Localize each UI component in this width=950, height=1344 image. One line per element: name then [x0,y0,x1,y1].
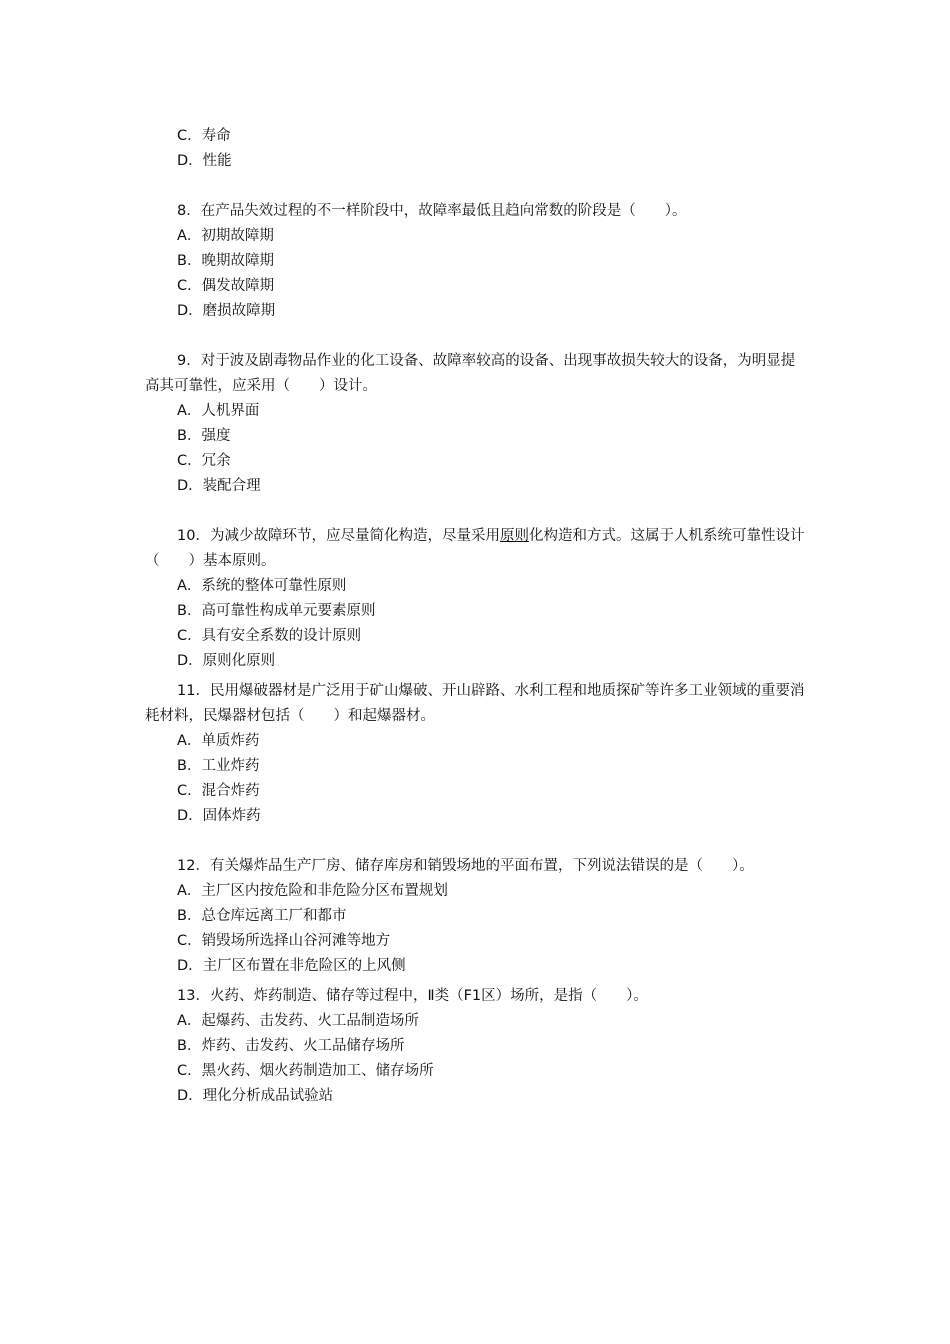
option-b: B．高可靠性构成单元要素原则 [177,603,376,619]
question-stem: 9．对于波及剧毒物品作业的化工设备、故障率较高的设备、出现事故损失较大的设备，为明显提高其可靠性，应采用（ ）设计。 [145,353,796,394]
option-d: D．理化分析成品试验站 [177,1088,334,1104]
option-a: A．人机界面 [177,403,260,419]
option-c: C．具有安全系数的设计原则 [177,628,362,644]
option-c: C．混合炸药 [177,783,260,799]
question-stem: 12．有关爆炸品生产厂房、储存库房和销毁场地的平面布置，下列说法错误的是（ ）。 [177,858,754,874]
option-b: B．晚期故障期 [177,253,274,269]
option-d: D．磨损故障期 [177,303,276,319]
option-c: C．销毁场所选择山谷河滩等地方 [177,933,391,949]
question-stem: 11．民用爆破器材是广泛用于矿山爆破、开山辟路、水利工程和地质探矿等许多工业领域的重要消耗材料，民爆器材包括（ ）和起爆器材。 [145,683,805,724]
option-d: D．主厂区布置在非危险区的上风侧 [177,958,406,974]
question-stem: 8．在产品失效过程的不一样阶段中，故障率最低且趋向常数的阶段是（ ）。 [177,203,687,219]
option-b: B．炸药、击发药、火工品储存场所 [177,1038,405,1054]
option-c: C．冗余 [177,453,231,469]
option-b: B．总仓库远离工厂和都市 [177,908,347,924]
question-stem: 10．为减少故障环节，应尽量简化构造，尽量采用原则化构造和方式。这属于人机系统可靠性设计（ ）基本原则。 [145,528,805,569]
question-stem: 13．火药、炸药制造、储存等过程中，Ⅱ类（F1区）场所，是指（ ）。 [177,988,648,1004]
option-a: A．主厂区内按危险和非危险分区布置规划 [177,883,448,899]
question-8 [145,199,805,324]
question-7-fragment [145,124,805,174]
question-9 [145,349,805,499]
question-13 [145,984,805,1109]
option-c: C．黑火药、烟火药制造加工、储存场所 [177,1063,434,1079]
option-d: D．原则化原则 [177,653,276,669]
option-c: C．寿命 [177,128,231,144]
option-b: B．工业炸药 [177,758,260,774]
document-content [145,124,805,1109]
question-12 [145,854,805,979]
option-a: A．单质炸药 [177,733,260,749]
option-d: D．装配合理 [177,478,261,494]
option-a: A．初期故障期 [177,228,274,244]
option-c: C．偶发故障期 [177,278,275,294]
option-a: A．起爆药、击发药、火工品制造场所 [177,1013,419,1029]
underlined-term: 原则 [499,528,529,544]
question-10 [145,524,805,674]
option-d: D．性能 [177,153,232,169]
option-b: B．强度 [177,428,231,444]
question-11 [145,679,805,829]
option-a: A．系统的整体可靠性原则 [177,578,347,594]
option-d: D．固体炸药 [177,808,261,824]
